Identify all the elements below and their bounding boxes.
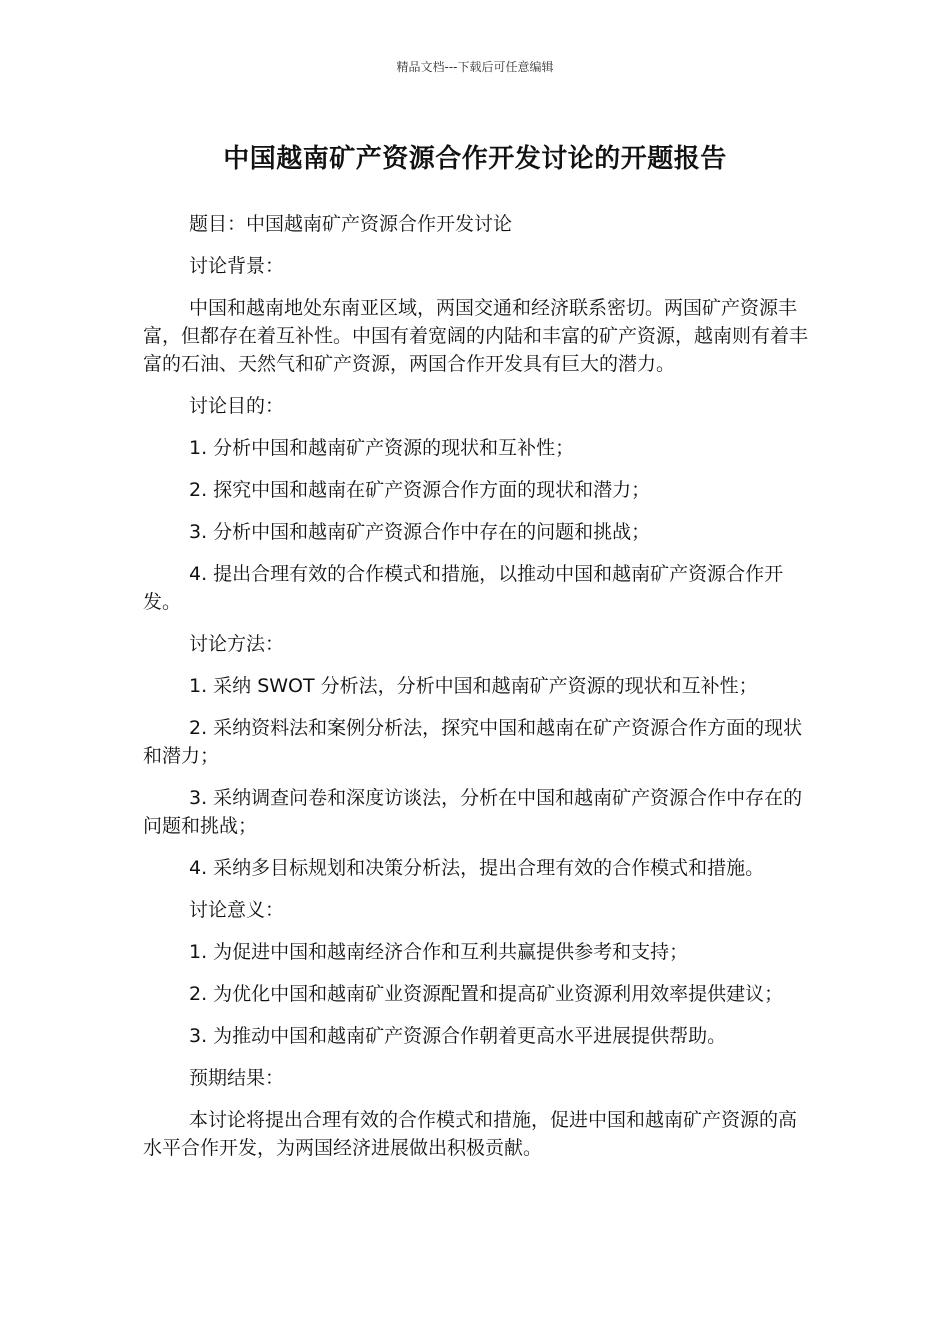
significance-item-3: 3. 为推动中国和越南矿产资源合作朝着更高水平进展提供帮助。 [189, 1025, 727, 1047]
method-item-1: 1. 采纳 SWOT 分析法，分析中国和越南矿产资源的现状和互补性； [189, 675, 758, 697]
method-item-3: 3. 采纳调查问卷和深度访谈法，分析在中国和越南矿产资源合作中存在的问题和挑战； [143, 787, 803, 837]
expected-results-paragraph: 本讨论将提出合理有效的合作模式和措施，促进中国和越南矿产资源的高水平合作开发，为两国经济进展做出积极贡献。 [143, 1109, 798, 1159]
purpose-item-2: 2. 探究中国和越南在矿产资源合作方面的现状和潜力； [189, 479, 651, 501]
background-paragraph: 中国和越南地处东南亚区域，两国交通和经济联系密切。两国矿产资源丰富，但都存在着互补性。中国有着宽阔的内陆和丰富的矿产资源，越南则有着丰富的石油、天然气和矿产资源，两国合作开发具有巨大的潜力。 [143, 297, 809, 375]
method-item-2: 2. 采纳资料法和案例分析法，探究中国和越南在矿产资源合作方面的现状和潜力； [143, 717, 803, 767]
purpose-item-4: 4. 提出合理有效的合作模式和措施，以推动中国和越南矿产资源合作开发。 [143, 563, 784, 613]
section-heading-purpose: 讨论目的： [189, 395, 285, 417]
section-heading-expected-results: 预期结果： [189, 1067, 285, 1089]
section-heading-background: 讨论背景： [189, 255, 285, 277]
topic-line: 题目：中国越南矿产资源合作开发讨论 [189, 213, 513, 235]
purpose-item-3: 3. 分析中国和越南矿产资源合作中存在的问题和挑战； [189, 521, 651, 543]
significance-item-2: 2. 为优化中国和越南矿业资源配置和提高矿业资源利用效率提供建议； [189, 983, 784, 1005]
purpose-item-1: 1. 分析中国和越南矿产资源的现状和互补性； [189, 437, 575, 459]
document-title: 中国越南矿产资源合作开发讨论的开题报告 [223, 144, 727, 174]
header-note: 精品文档---下载后可任意编辑 [396, 60, 554, 74]
document-body [143, 210, 811, 1176]
section-heading-method: 讨论方法： [189, 633, 285, 655]
significance-item-1: 1. 为促进中国和越南经济合作和互利共赢提供参考和支持； [189, 941, 689, 963]
method-item-4: 4. 采纳多目标规划和决策分析法，提出合理有效的合作模式和措施。 [189, 857, 765, 879]
section-heading-significance: 讨论意义： [189, 899, 285, 921]
